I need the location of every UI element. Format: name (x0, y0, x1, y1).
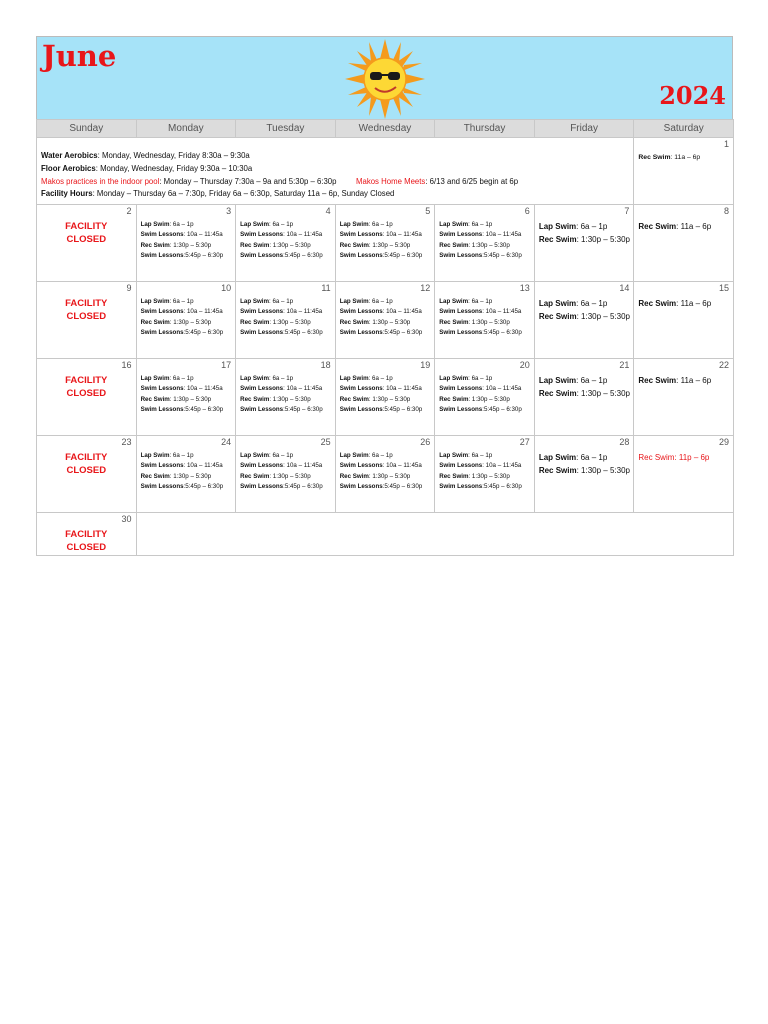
day-number: 25 (320, 437, 331, 447)
day-cell (634, 359, 734, 436)
year-title: 2024 (659, 81, 726, 110)
day-cell (37, 205, 137, 282)
day-number: 21 (619, 360, 630, 370)
day-number: 26 (420, 437, 431, 447)
empty-cell (136, 513, 733, 556)
day-cell (136, 205, 236, 282)
sun-sunglasses-icon (345, 39, 425, 119)
weekday-header: Saturday (634, 120, 734, 138)
info-line-makos: Makos practices in the indoor pool: Monday – Thursday 7:30a – 9a and 5:30p – 6:30p Makos Home Meets: 6/13 and 6/25 begin at 6p (41, 176, 519, 186)
week-row (37, 359, 734, 436)
day-number: 12 (420, 283, 431, 293)
week-row (37, 138, 734, 205)
calendar-grid (36, 119, 734, 556)
day-cell (136, 436, 236, 513)
day-number: 14 (619, 283, 630, 293)
day-schedule: Rec Swim: 11p – 6p (638, 453, 710, 462)
day-cell (634, 282, 734, 359)
day-schedule: Lap Swim: 6a – 1p Swim Lessons: 10a – 11:45a Rec Swim: 1:30p – 5:30p Swim Lessons:5:45p – 6:30p (339, 298, 423, 337)
day-number: 9 (126, 283, 132, 293)
day-number: 11 (321, 283, 331, 293)
day-number: 24 (221, 437, 232, 447)
day-schedule: Lap Swim: 6a – 1p Rec Swim: 1:30p – 5:30p (538, 376, 630, 398)
day-cell (534, 205, 634, 282)
day-cell (534, 359, 634, 436)
day-number: 27 (519, 437, 530, 447)
day-number: 19 (420, 360, 431, 370)
day-number: 7 (624, 206, 630, 216)
day-number: 8 (723, 206, 729, 216)
day-schedule: Lap Swim: 6a – 1p Swim Lessons: 10a – 11:45a Rec Swim: 1:30p – 5:30p Swim Lessons:5:45p – 6:30p (439, 298, 522, 337)
facility-closed-label: FACILITY CLOSED (65, 298, 108, 322)
day-schedule: Lap Swim: 6a – 1p Swim Lessons: 10a – 11:45a Rec Swim: 1:30p – 5:30p Swim Lessons:5:45p – 6:30p (439, 375, 522, 414)
day-number: 4 (325, 206, 331, 216)
day-number: 1 (723, 139, 729, 149)
weekday-header: Monday (136, 120, 236, 138)
facility-closed-label: FACILITY CLOSED (65, 221, 108, 245)
day-cell (634, 205, 734, 282)
info-line-floor: Floor Aerobics: Monday, Wednesday, Friday 9:30a – 10:30a (41, 163, 253, 173)
day-cell (335, 205, 435, 282)
day-schedule: Lap Swim: 6a – 1p Swim Lessons: 10a – 11:45a Rec Swim: 1:30p – 5:30p Swim Lessons:5:45p – 6:30p (240, 298, 323, 337)
weekday-header: Friday (534, 120, 634, 138)
day-schedule: Lap Swim: 6a – 1p Swim Lessons: 10a – 11:45a Rec Swim: 1:30p – 5:30p Swim Lessons:5:45p – 6:30p (240, 375, 323, 414)
day-schedule: Lap Swim: 6a – 1p Rec Swim: 1:30p – 5:30p (538, 453, 630, 475)
day-schedule: Lap Swim: 6a – 1p Swim Lessons: 10a – 11:45a Rec Swim: 1:30p – 5:30p Swim Lessons:5:45p – 6:30p (339, 221, 423, 260)
day-schedule: Lap Swim: 6a – 1p Swim Lessons: 10a – 11:45a Rec Swim: 1:30p – 5:30p Swim Lessons:5:45p – 6:30p (140, 452, 224, 491)
day-schedule: Lap Swim: 6a – 1p Rec Swim: 1:30p – 5:30p (538, 299, 630, 321)
week-row (37, 513, 734, 556)
day-schedule: Lap Swim: 6a – 1p Swim Lessons: 10a – 11:45a Rec Swim: 1:30p – 5:30p Swim Lessons:5:45p – 6:30p (339, 375, 423, 414)
day-schedule: Lap Swim: 6a – 1p Swim Lessons: 10a – 11:45a Rec Swim: 1:30p – 5:30p Swim Lessons:5:45p – 6:30p (439, 221, 522, 260)
weekday-header: Thursday (435, 120, 535, 138)
day-cell (634, 436, 734, 513)
day-cell (236, 436, 336, 513)
day-number: 20 (519, 360, 530, 370)
day-number: 17 (221, 360, 232, 370)
facility-closed-label: FACILITY CLOSED (65, 375, 108, 399)
day-cell (37, 359, 137, 436)
day-cell (37, 513, 137, 556)
day-cell (236, 282, 336, 359)
day-cell (534, 436, 634, 513)
day-number: 28 (619, 437, 630, 447)
week-row (37, 436, 734, 513)
facility-closed-label: FACILITY CLOSED (65, 529, 108, 553)
day-number: 30 (121, 514, 132, 524)
weekday-header: Sunday (37, 120, 137, 138)
info-cell (37, 138, 634, 205)
day-schedule: Lap Swim: 6a – 1p Swim Lessons: 10a – 11:45a Rec Swim: 1:30p – 5:30p Swim Lessons:5:45p – 6:30p (140, 298, 224, 337)
day-schedule: Rec Swim: 11a – 6p (638, 299, 712, 308)
day-schedule: Lap Swim: 6a – 1p Swim Lessons: 10a – 11:45a Rec Swim: 1:30p – 5:30p Swim Lessons:5:45p – 6:30p (240, 221, 323, 260)
day-number: 2 (126, 206, 132, 216)
day-number: 3 (226, 206, 232, 216)
day-number: 23 (121, 437, 132, 447)
day-number: 22 (718, 360, 729, 370)
day-cell (236, 205, 336, 282)
day-cell (435, 282, 535, 359)
day-cell (335, 282, 435, 359)
day-cell (236, 359, 336, 436)
day-number: 29 (718, 437, 729, 447)
day-number: 16 (121, 360, 132, 370)
week-row (37, 205, 734, 282)
day-number: 13 (519, 283, 530, 293)
day-cell (136, 282, 236, 359)
day-schedule: Rec Swim: 11a – 6p (638, 154, 701, 161)
day-cell (435, 436, 535, 513)
day-schedule: Lap Swim: 6a – 1p Rec Swim: 1:30p – 5:30p (538, 222, 630, 244)
weekday-header-row (37, 120, 734, 138)
day-schedule: Lap Swim: 6a – 1p Swim Lessons: 10a – 11:45a Rec Swim: 1:30p – 5:30p Swim Lessons:5:45p – 6:30p (140, 375, 224, 414)
day-schedule: Lap Swim: 6a – 1p Swim Lessons: 10a – 11:45a Rec Swim: 1:30p – 5:30p Swim Lessons:5:45p – 6:30p (339, 452, 423, 491)
day-cell (435, 359, 535, 436)
day-number: 6 (524, 206, 530, 216)
day-cell (37, 282, 137, 359)
calendar (36, 36, 733, 556)
day-schedule: Lap Swim: 6a – 1p Swim Lessons: 10a – 11:45a Rec Swim: 1:30p – 5:30p Swim Lessons:5:45p – 6:30p (140, 221, 224, 260)
info-line-water: Water Aerobics: Monday, Wednesday, Friday 8:30a – 9:30a (41, 151, 250, 160)
day-number: 5 (425, 206, 431, 216)
day-cell (435, 205, 535, 282)
weekday-header: Wednesday (335, 120, 435, 138)
day-schedule: Rec Swim: 11a – 6p (638, 376, 712, 385)
day-number: 10 (221, 283, 232, 293)
schedule-info (41, 150, 641, 201)
day-schedule: Lap Swim: 6a – 1p Swim Lessons: 10a – 11:45a Rec Swim: 1:30p – 5:30p Swim Lessons:5:45p – 6:30p (439, 452, 522, 491)
day-number: 15 (718, 283, 729, 293)
facility-closed-label: FACILITY CLOSED (65, 452, 108, 476)
month-title: June (42, 39, 117, 73)
day-cell (37, 436, 137, 513)
day-schedule: Lap Swim: 6a – 1p Swim Lessons: 10a – 11:45a Rec Swim: 1:30p – 5:30p Swim Lessons:5:45p – 6:30p (240, 452, 323, 491)
week-row (37, 282, 734, 359)
weekday-header: Tuesday (236, 120, 336, 138)
info-line-hours: Facility Hours: Monday – Thursday 6a – 7:30p, Friday 6a – 6:30p, Saturday 11a – 6p, Sunday Closed (41, 189, 395, 199)
day-cell (136, 359, 236, 436)
day-cell (335, 436, 435, 513)
day-number: 18 (320, 360, 331, 370)
day-cell (335, 359, 435, 436)
calendar-banner (36, 36, 733, 119)
day-cell (634, 138, 734, 205)
day-cell (534, 282, 634, 359)
day-schedule: Rec Swim: 11a – 6p (638, 222, 712, 231)
